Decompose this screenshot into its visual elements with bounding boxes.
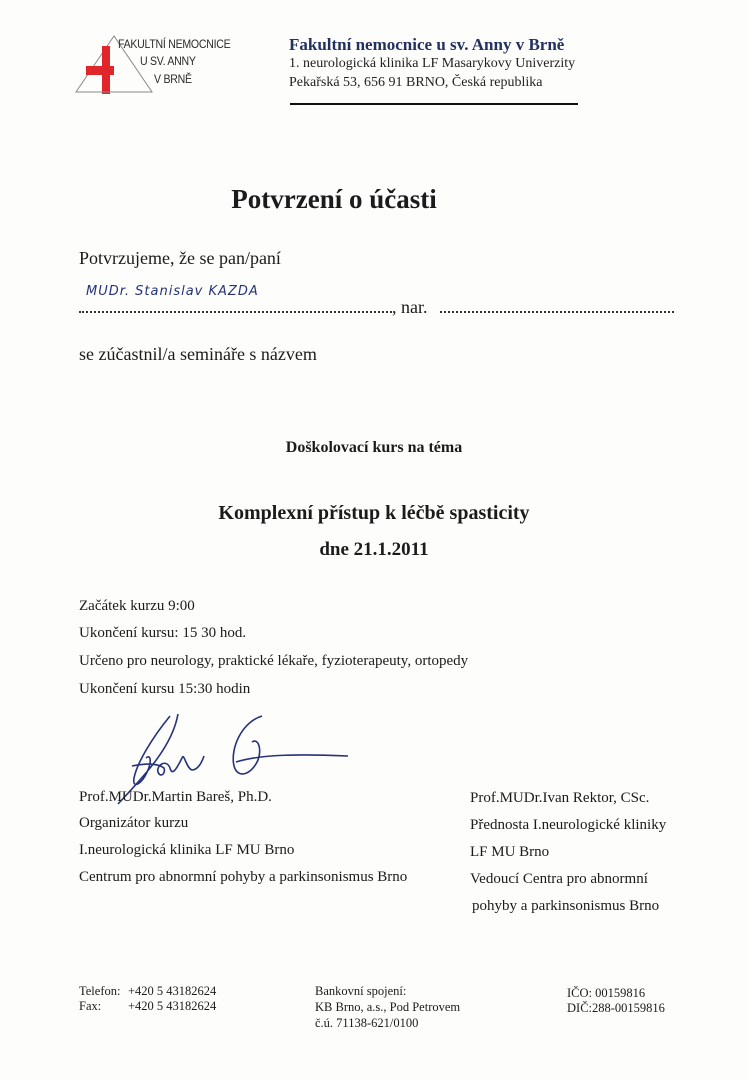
attended-text: se zúčastnil/a semináře s názvem xyxy=(79,344,317,364)
course-detail-start: Začátek kurzu 9:00 xyxy=(79,598,195,614)
clinic-name: 1. neurologická klinika LF Masarykovy Univerzity xyxy=(289,56,576,71)
signatory-right-name: Prof.MUDr.Ivan Rektor, CSc. xyxy=(470,790,650,806)
course-detail-end: Ukončení kursu: 15 30 hod. xyxy=(79,625,247,641)
birth-dotted-line xyxy=(440,311,674,313)
footer-phone: +420 5 43182624 xyxy=(128,984,217,998)
participant-name: MUDr. Stanislav KAZDA xyxy=(86,284,259,299)
hospital-name: Fakultní nemocnice u sv. Anny v Brně xyxy=(289,35,565,54)
signatory-right-role: Přednosta I.neurologické kliniky xyxy=(470,817,667,833)
footer-fax-label: Fax: xyxy=(79,999,102,1013)
signatory-left-dept: I.neurologická klinika LF MU Brno xyxy=(79,842,295,858)
logo-line-3: V BRNĚ xyxy=(154,72,192,86)
course-title: Komplexní přístup k léčbě spasticity xyxy=(218,502,530,524)
logo-line-2: U SV. ANNY xyxy=(140,54,196,68)
signatory-right-dept: LF MU Brno xyxy=(470,844,550,860)
footer-ico: IČO: 00159816 xyxy=(567,986,646,1000)
signatory-right-center-1: Vedoucí Centra pro abnormní xyxy=(470,871,648,887)
header-divider xyxy=(290,103,578,105)
signatory-left-role: Organizátor kurzu xyxy=(79,815,189,831)
footer-dic: DIČ:288-00159816 xyxy=(567,1001,665,1015)
footer-fax: +420 5 43182624 xyxy=(128,999,217,1013)
signatory-left-name: Prof.MUDr.Martin Bareš, Ph.D. xyxy=(79,789,272,805)
page-title: Potvrzení o účasti xyxy=(231,184,437,214)
footer-bank-label: Bankovní spojení: xyxy=(315,984,407,998)
birth-label: , nar. xyxy=(392,297,428,317)
hospital-address: Pekařská 53, 656 91 BRNO, Česká republika xyxy=(289,75,543,90)
confirm-text: Potvrzujeme, že se pan/paní xyxy=(79,248,281,268)
footer-bank-account: č.ú. 71138-621/0100 xyxy=(315,1016,419,1030)
footer-bank-name: KB Brno, a.s., Pod Petrovem xyxy=(315,1000,461,1014)
name-dotted-line xyxy=(79,311,392,313)
footer-phone-label: Telefon: xyxy=(79,984,121,998)
logo-line-1: FAKULTNÍ NEMOCNICE xyxy=(118,37,231,51)
signatory-right-center-2: pohyby a parkinsonismus Brno xyxy=(472,898,660,914)
course-detail-end-time: Ukončení kursu 15:30 hodin xyxy=(79,681,251,697)
course-type: Doškolovací kurs na téma xyxy=(285,439,463,456)
course-detail-audience: Určeno pro neurology, praktické lékaře, fyzioterapeuty, ortopedy xyxy=(79,653,469,669)
course-date: dne 21.1.2011 xyxy=(319,539,429,560)
signatory-left-center: Centrum pro abnormní pohyby a parkinsonismus Brno xyxy=(79,869,408,885)
hospital-logo xyxy=(74,34,234,96)
